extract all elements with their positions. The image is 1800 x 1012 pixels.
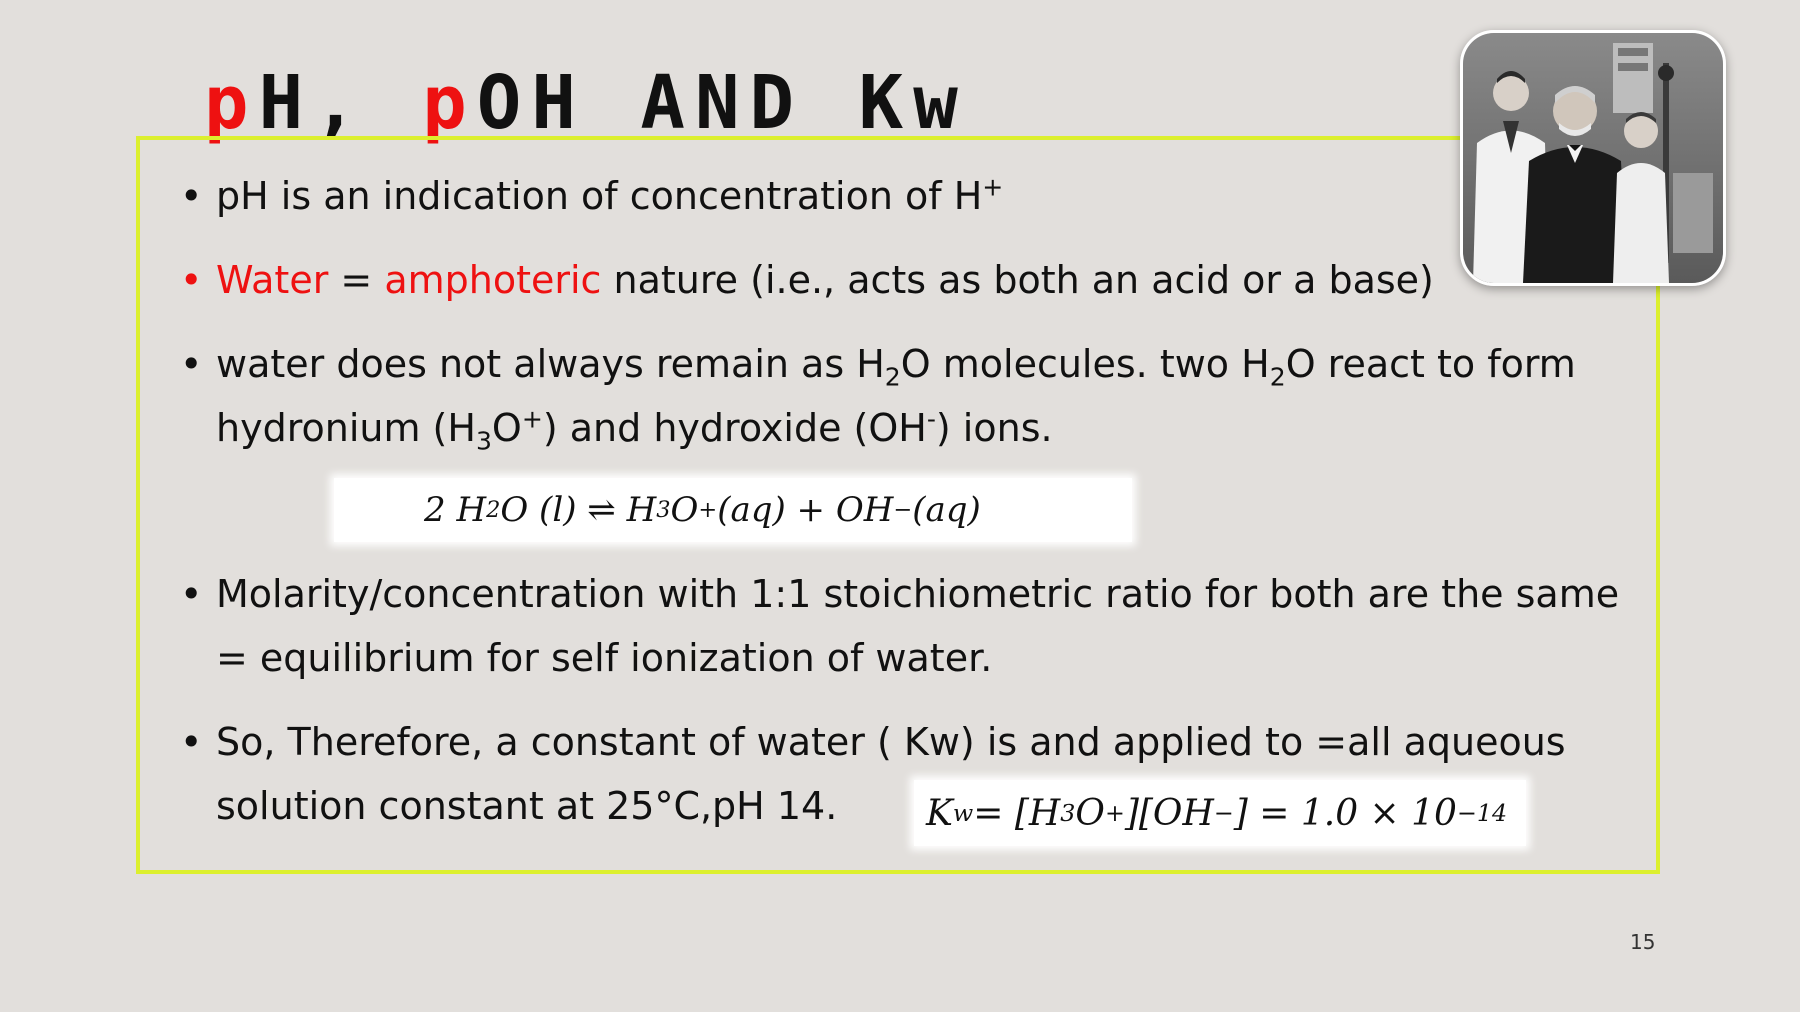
eq-text: ] = 1.0 × 10 bbox=[1233, 792, 1457, 834]
text: hydronium (H bbox=[216, 406, 476, 450]
bullet-line-1: Molarity/concentration with 1:1 stoichiometric ratio for both are the same bbox=[216, 572, 1620, 616]
slide-title bbox=[204, 58, 968, 148]
bullet-text: nature (i.e., acts as both an acid or a base) bbox=[601, 258, 1434, 302]
superscript: + bbox=[982, 172, 1004, 202]
bullet-line-2: solution constant at 25°C,pH 14. bbox=[216, 784, 838, 828]
superscript: - bbox=[926, 404, 936, 434]
bullet-water-ions bbox=[180, 332, 1576, 460]
bullet-dot: • bbox=[180, 342, 203, 386]
text: O bbox=[491, 406, 522, 450]
text: ) ions. bbox=[935, 406, 1053, 450]
superscript: + bbox=[521, 404, 543, 434]
bullet-ph-indication bbox=[180, 164, 1004, 228]
highlight-water: Water bbox=[216, 258, 329, 302]
bullet-dot: • bbox=[180, 174, 203, 218]
bullet-text: = bbox=[328, 258, 385, 302]
kw-equation: K w = [H 3 O + ][OH − ] = 1.0 × 10 −14 bbox=[914, 780, 1526, 846]
bullet-line bbox=[216, 248, 1434, 312]
text: O molecules. two H bbox=[900, 342, 1270, 386]
title-h: H, bbox=[258, 60, 423, 146]
eq-text: 2 H bbox=[424, 490, 487, 530]
bullet-line bbox=[216, 164, 1003, 228]
title-rest: OH AND Kw bbox=[476, 60, 968, 146]
subscript: 3 bbox=[475, 426, 492, 456]
bullet-dot: • bbox=[180, 720, 203, 764]
eq-text: = [H bbox=[973, 792, 1061, 834]
bullet-line-1: So, Therefore, a constant of water ( Kw) is and applied to =all aqueous bbox=[216, 720, 1566, 764]
text: water does not always remain as H bbox=[216, 342, 885, 386]
eq-text: O bbox=[670, 490, 699, 530]
text: O react to form bbox=[1285, 342, 1576, 386]
eq-text: K bbox=[926, 792, 953, 834]
bullet-line-2 bbox=[216, 396, 1576, 460]
title-p-1: p bbox=[204, 60, 259, 146]
bullet-water-amphoteric bbox=[180, 248, 1434, 312]
eq-text: O bbox=[1075, 792, 1105, 834]
bullet-dot: • bbox=[180, 572, 203, 616]
highlight-amphoteric: amphoteric bbox=[384, 258, 602, 302]
bullet-line-2: = equilibrium for self ionization of water. bbox=[216, 636, 993, 680]
subscript: 2 bbox=[884, 362, 901, 392]
title-p-2: p bbox=[422, 60, 477, 146]
eq-text: ][OH bbox=[1124, 792, 1214, 834]
bullet-line-1 bbox=[216, 332, 1576, 396]
eq-text: (aq) bbox=[912, 490, 981, 530]
eq-text: (aq) + OH bbox=[717, 490, 894, 530]
scientists-photo bbox=[1460, 30, 1726, 286]
bullet-text: pH is an indication of concentration of H bbox=[216, 174, 983, 218]
text: ) and hydroxide (OH bbox=[542, 406, 927, 450]
scientists-photo-icon bbox=[1463, 33, 1723, 283]
self-ionization-equation: 2 H 2 O (l) ⇌ H 3 O + (aq) + OH − (aq) bbox=[334, 478, 1132, 542]
subscript: 2 bbox=[1269, 362, 1286, 392]
bullet-molarity bbox=[180, 562, 1620, 690]
bullet-dot: • bbox=[180, 258, 203, 302]
eq-text: O (l) ⇌ H bbox=[500, 490, 657, 530]
page-number: 15 bbox=[1630, 930, 1656, 954]
